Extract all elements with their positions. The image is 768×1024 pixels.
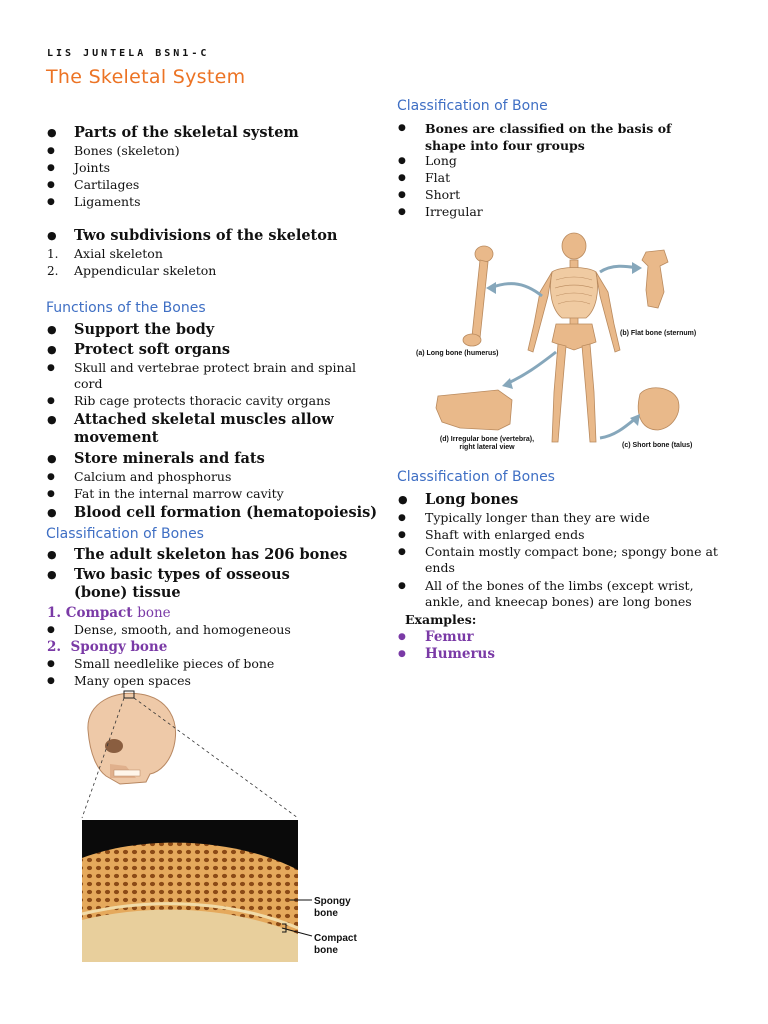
classification-bone-heading: Classification of Bone <box>397 98 548 114</box>
parts-heading: ● Parts of the skeletal system <box>47 124 299 141</box>
list-item: 1. Axial skeleton <box>47 246 163 261</box>
bullet-icon: ● <box>398 581 406 591</box>
list-item: ● Many open spaces <box>47 673 191 688</box>
list-item: 2. Appendicular skeleton <box>47 263 217 278</box>
short-bone-label: (c) Short bone (talus) <box>622 442 693 449</box>
bullet-icon: ● <box>47 659 55 669</box>
list-item: ● Small needlelike pieces of bone <box>47 656 275 671</box>
bullet-icon: ● <box>47 229 57 242</box>
list-item: ● Calcium and phosphorus <box>47 469 232 484</box>
list-item: ● Flat <box>398 170 451 185</box>
list-item: ● Contain mostly compact bone; spongy bone at ends <box>398 544 718 575</box>
list-item: ● Shaft with enlarged ends <box>398 527 585 542</box>
bullet-icon: ● <box>398 493 408 506</box>
example-item: ● Humerus <box>398 646 495 662</box>
function-item: ● Protect soft organs <box>47 341 231 358</box>
bullet-icon: ● <box>47 506 57 519</box>
list-item: ● Typically longer than they are wide <box>398 510 650 525</box>
list-item: ● Joints <box>47 160 111 175</box>
irregular-bone-label: (d) Irregular bone (vertebra), right lateral view <box>439 436 535 451</box>
function-item: ● Attached skeletal muscles allow movement <box>47 411 334 446</box>
bullet-icon: ● <box>398 513 406 523</box>
bullet-icon: ● <box>47 548 57 561</box>
functions-heading: Functions of the Bones <box>46 300 206 316</box>
bone-tissue-illustration <box>76 688 376 970</box>
bullet-icon: ● <box>398 207 406 217</box>
spongy-bone-label: Spongy bone <box>314 896 351 919</box>
list-item: ● Short <box>398 187 461 202</box>
bullet-icon: ● <box>47 180 55 190</box>
flat-bone-label: (b) Flat bone (sternum) <box>620 330 697 337</box>
bullet-icon: ● <box>47 396 55 406</box>
bullet-icon: ● <box>47 126 57 139</box>
bone-tissue-figure <box>76 688 376 970</box>
classification-right-heading: Classification of Bones <box>397 469 555 485</box>
bullet-icon: ● <box>47 568 57 581</box>
bullet-icon: ● <box>398 632 406 642</box>
list-item: ● Fat in the internal marrow cavity <box>47 486 284 501</box>
bullet-icon: ● <box>47 625 55 635</box>
examples-label: Examples: <box>405 612 477 627</box>
bullet-icon: ● <box>398 530 406 540</box>
list-item: ● Irregular <box>398 204 483 219</box>
bullet-icon: ● <box>47 413 57 426</box>
list-item: ● Dense, smooth, and homogeneous <box>47 622 291 637</box>
bullet-icon: ● <box>47 323 57 336</box>
bullet-icon: ● <box>398 123 406 133</box>
classification-intro: ● Bones are classified on the basis of shape into four groups <box>398 121 672 153</box>
list-item: ● Skull and vertebrae protect brain and spinal cord <box>47 360 357 391</box>
list-item: ● All of the bones of the limbs (except wrist, ankle, and kneecap bones) are long bones <box>398 578 694 609</box>
bullet-icon: ● <box>47 363 55 373</box>
bullet-icon: ● <box>398 547 406 557</box>
spongy-heading: 2. Spongy bone <box>47 639 168 655</box>
page-title: The Skeletal System <box>46 66 246 88</box>
bullet-icon: ● <box>47 163 55 173</box>
list-item: ● Ligaments <box>47 194 141 209</box>
bullet-icon: ● <box>398 173 406 183</box>
list-item: ● Long <box>398 153 457 168</box>
list-item: ● Rib cage protects thoracic cavity organs <box>47 393 331 408</box>
bullet-icon: ● <box>47 146 55 156</box>
skeleton-illustration <box>402 232 722 460</box>
bullet-icon: ● <box>47 676 55 686</box>
compact-bone-label: Compact bone <box>314 933 357 956</box>
bullet-icon: ● <box>47 197 55 207</box>
list-item: ● Bones (skeleton) <box>47 143 180 158</box>
bullet-icon: ● <box>47 472 55 482</box>
long-bones-heading: ● Long bones <box>398 491 519 508</box>
function-item: ● Support the body <box>47 321 215 338</box>
bullet-icon: ● <box>398 649 406 659</box>
bullet-icon: ● <box>398 156 406 166</box>
bone-shape-figure <box>402 232 722 460</box>
bullet-icon: ● <box>47 489 55 499</box>
function-item: ● Store minerals and fats <box>47 450 265 467</box>
classification-left-heading: Classification of Bones <box>46 526 204 542</box>
list-item: ● Cartilages <box>47 177 140 192</box>
bullet-icon: ● <box>47 452 57 465</box>
example-item: ● Femur <box>398 629 474 645</box>
bullet-icon: ● <box>47 343 57 356</box>
author-line: LIS JUNTELA BSN1-C <box>47 48 210 59</box>
classification-item: ● Two basic types of osseous (bone) tissue <box>47 566 290 601</box>
subdivisions-heading: ● Two subdivisions of the skeleton <box>47 227 338 244</box>
function-item: ● Blood cell formation (hematopoiesis) <box>47 504 378 521</box>
classification-item: ● The adult skeleton has 206 bones <box>47 546 348 563</box>
bullet-icon: ● <box>398 190 406 200</box>
compact-heading: 1. Compact bone <box>47 605 171 621</box>
long-bone-label: (a) Long bone (humerus) <box>416 350 499 357</box>
